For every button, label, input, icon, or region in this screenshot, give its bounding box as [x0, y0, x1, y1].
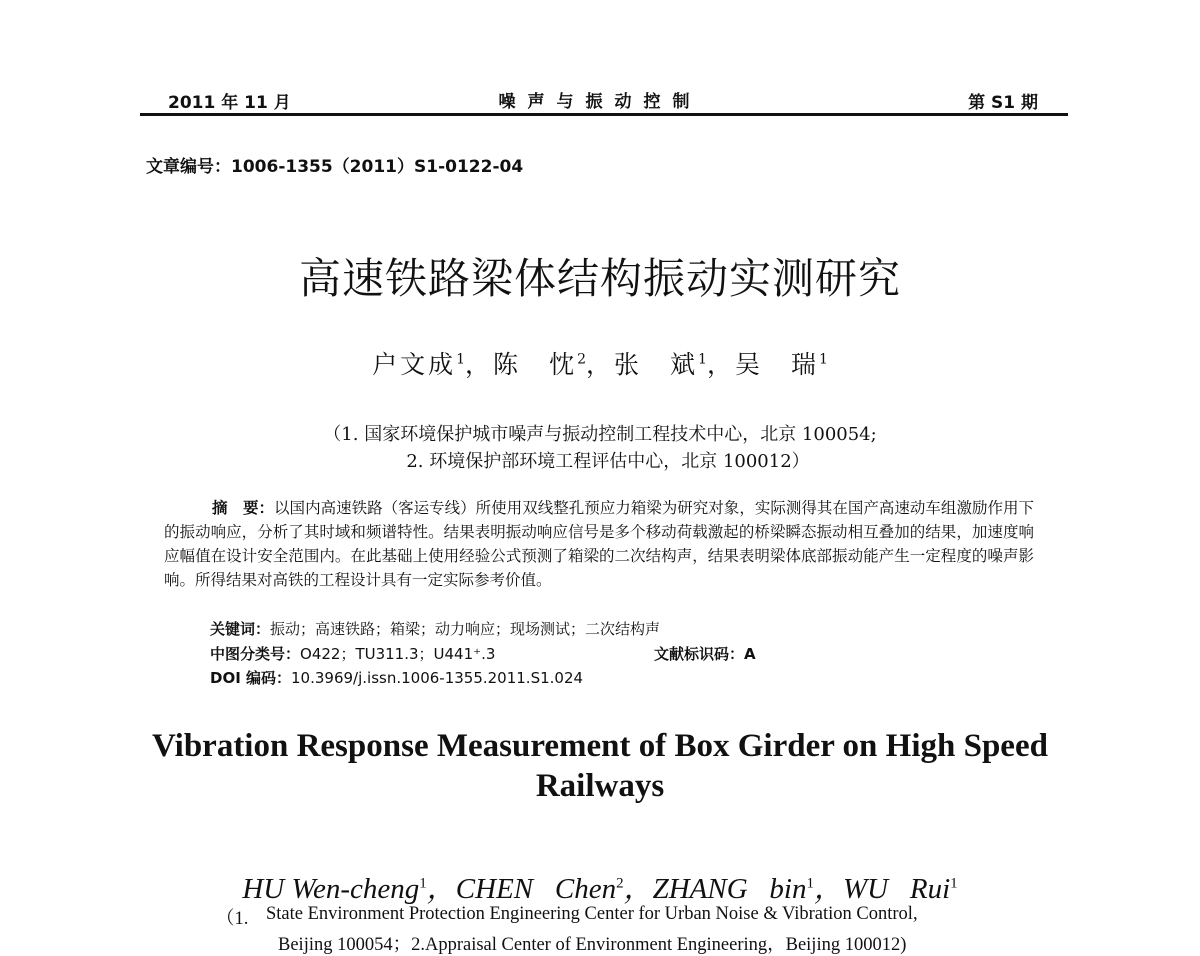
author-affiliation-mark: 2 — [577, 351, 586, 368]
keywords-label: 关键词： — [210, 620, 271, 638]
doi-text: 10.3969/j.issn.1006-1355.2011.S1.024 — [291, 669, 584, 687]
clc-text: O422；TU311.3；U441⁺.3 — [300, 645, 496, 663]
clc-label: 中图分类号： — [210, 645, 301, 663]
doi-label: DOI 编码： — [210, 669, 292, 687]
author-affiliation-mark: 1 — [806, 875, 814, 892]
header-issue: 第 S1 期 — [968, 93, 1038, 113]
english-title-line1: Vibration Response Measurement of Box Girder on High Speed — [152, 728, 1048, 764]
clc-number — [210, 643, 495, 664]
author-affiliation-mark: 1 — [456, 351, 466, 368]
doc-code-label: 文献标识码： — [654, 645, 745, 663]
author-affiliation-mark: 2 — [616, 875, 624, 892]
author-name: CHEN Chen — [455, 873, 617, 905]
document-code — [654, 643, 756, 664]
english-authors: HU Wen-cheng$^1$，CHEN Chen$^2$，ZHANG bin$^1$，WU Rui$^1$ — [242, 873, 958, 905]
keywords — [210, 618, 660, 639]
abstract-text: 以国内高速铁路（客运专线）所使用双线整孔预应力箱梁为研究对象，实际测得其在国产高速动车组激励作用下的振动响应，分析了其时域和频谱特性。结果表明振动响应信号是多个移动荷载激起的桥梁瞬态振动相互叠加的结果，加速度响应幅值在设计安全范围内。在此基础上使用经验公式预测了箱梁的二次结构声，结果表明梁体底部振动能产生一定程度的噪声影响。所得结果对高铁的工程设计具有一定实际参考价值。 — [164, 499, 1034, 589]
chinese-affiliation-line2: 2. 环境保护部环境工程评估中心，北京 100012） — [406, 451, 810, 472]
english-title — [0, 726, 1200, 806]
header-journal-name: 噪声与振动控制 — [498, 92, 702, 112]
header-date: 2011 年 11 月 — [168, 93, 291, 113]
english-title-line2: Railways — [535, 768, 665, 804]
author-name: ZHANG bin — [652, 873, 807, 905]
author-affiliation-mark: 1 — [950, 875, 958, 892]
chinese-affiliation-line1: （1. 国家环境保护城市噪声与振动控制工程技术中心，北京 100054; — [323, 424, 877, 445]
english-affiliation-line1: State Environment Protection Engineering Center for Urban Noise & Vibration Control, — [266, 904, 918, 924]
author-name: 吴 瑞 — [734, 350, 819, 379]
author-affiliation-mark: 1 — [698, 351, 707, 368]
header-rule — [140, 113, 1068, 116]
author-name: WU Rui — [843, 873, 951, 905]
chinese-abstract — [164, 496, 1034, 592]
keywords-text: 振动；高速铁路；箱梁；动力响应；现场测试；二次结构声 — [270, 620, 661, 638]
english-affiliation-line2: Beijing 100054；2.Appraisal Center of Environment Engineering，Beijing 100012) — [278, 935, 907, 955]
author-name: 张 斌 — [614, 350, 699, 379]
doc-code-text: A — [744, 645, 756, 663]
abstract-label: 摘 要： — [212, 499, 275, 517]
author-name: HU Wen-cheng — [242, 873, 420, 905]
author-affiliation-mark: 1 — [419, 875, 427, 892]
author-name: 陈 忱 — [493, 350, 578, 379]
doi — [210, 667, 583, 688]
author-affiliation-mark: 1 — [818, 351, 828, 368]
chinese-title: 高速铁路梁体结构振动实测研究 — [298, 254, 901, 303]
article-number: 文章编号：1006-1355（2011）S1-0122-04 — [146, 157, 524, 177]
chinese-authors: 户文成$^1$，陈 忱$^2$，张 斌$^1$，吴 瑞$^1$ — [372, 350, 828, 379]
english-affiliation-number: （1. — [216, 909, 249, 929]
author-name: 户文成 — [372, 350, 457, 379]
